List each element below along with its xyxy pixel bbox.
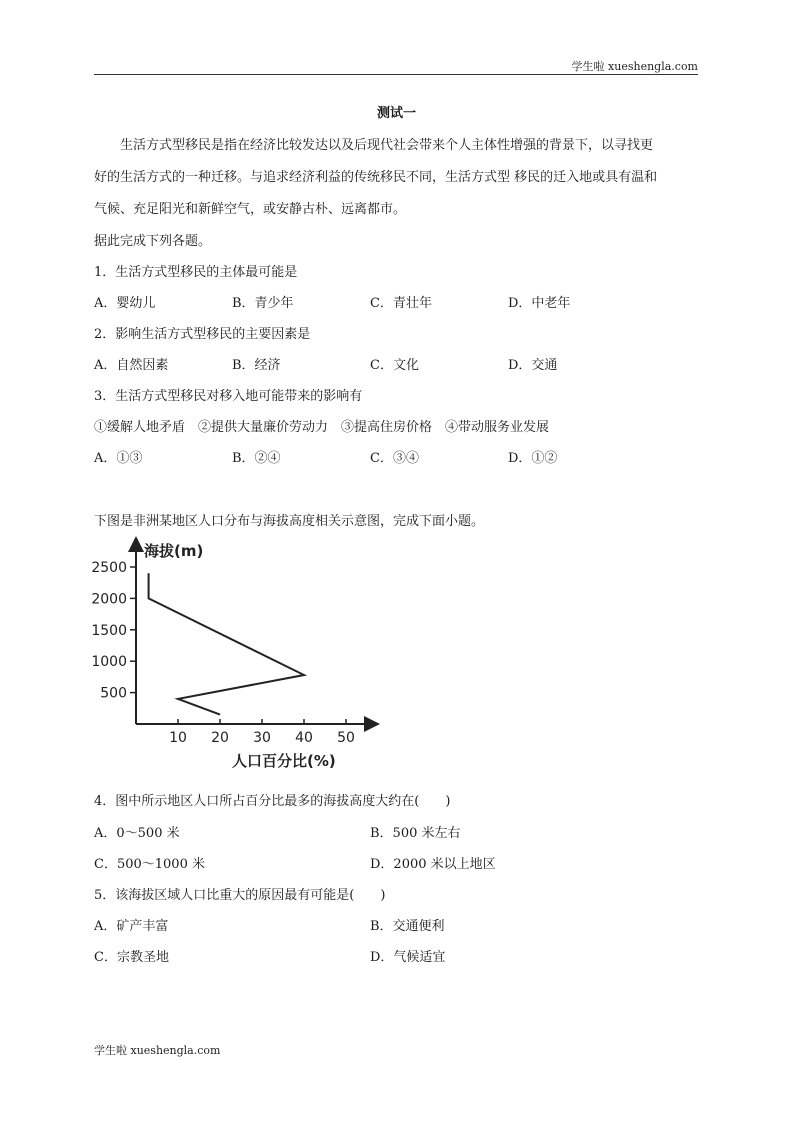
x-axis-label: 人口百分比(%) <box>232 752 336 770</box>
passage-line-1: 生活方式型移民是指在经济比较发达以及后现代社会带来个人主体性增强的背景下，以寻找更 <box>120 138 654 153</box>
x-tick-label: 10 <box>169 730 187 746</box>
passage-instruction: 据此完成下列各题。 <box>94 234 212 249</box>
x-tick-label: 30 <box>253 730 271 746</box>
footer-site-label: 学生啦 xueshengla.com <box>94 1044 221 1057</box>
question-4-option-a[interactable]: A．0～500 米 <box>94 826 180 841</box>
question-3-stem: 3．生活方式型移民对移入地可能带来的影响有 <box>94 389 363 404</box>
question-1-option-d[interactable]: D．中老年 <box>508 296 571 311</box>
y-tick-label: 2000 <box>91 591 127 608</box>
x-tick-label: 50 <box>337 730 355 746</box>
header-site-label: 学生啦 xueshengla.com <box>571 60 698 73</box>
question-5-option-d[interactable]: D．气候适宜 <box>370 950 446 965</box>
question-5-option-a[interactable]: A．矿产丰富 <box>94 919 169 934</box>
question-4-option-c[interactable]: C．500～1000 米 <box>94 857 205 872</box>
question-2-stem: 2．影响生活方式型移民的主要因素是 <box>94 327 311 342</box>
question-5-option-c[interactable]: C．宗教圣地 <box>94 950 169 965</box>
question-3-option-a[interactable]: A．①③ <box>94 451 143 466</box>
question-4-option-d[interactable]: D．2000 米以上地区 <box>370 857 496 872</box>
question-2-option-a[interactable]: A．自然因素 <box>94 358 169 373</box>
question-4-stem: 4．图中所示地区人口所占百分比最多的海拔高度大约在( ) <box>94 794 451 809</box>
question-2-option-b[interactable]: B．经济 <box>232 358 281 373</box>
passage-line-3: 气候、充足阳光和新鲜空气，或安静古朴、远离都市。 <box>94 202 407 217</box>
question-3-option-b[interactable]: B．②④ <box>232 451 281 466</box>
y-tick-label: 1000 <box>91 654 127 671</box>
question-5-option-b[interactable]: B．交通便利 <box>370 919 445 934</box>
question-1-stem: 1．生活方式型移民的主体最可能是 <box>94 265 298 280</box>
passage-line-2: 好的生活方式的一种迁移。与追求经济利益的传统移民不同，生活方式型 移民的迁入地或具有温和 <box>94 170 658 185</box>
figure-intro: 下图是非洲某地区人口分布与海拔高度相关示意图，完成下面小题。 <box>94 514 485 529</box>
question-4-option-b[interactable]: B．500 米左右 <box>370 826 461 841</box>
question-1-option-c[interactable]: C．青壮年 <box>370 296 432 311</box>
y-tick-label: 500 <box>100 685 127 702</box>
question-3-statements: ①缓解人地矛盾 ②提供大量廉价劳动力 ③提高住房价格 ④带动服务业发展 <box>94 420 550 435</box>
question-5-stem: 5．该海拔区域人口比重大的原因最有可能是( ) <box>94 888 386 903</box>
header-divider <box>94 74 698 75</box>
y-tick-label: 2500 <box>91 560 127 576</box>
population-altitude-line <box>149 573 304 714</box>
question-3-option-c[interactable]: C．③④ <box>370 451 419 466</box>
question-3-option-d[interactable]: D．①② <box>508 451 558 466</box>
question-2-option-d[interactable]: D．交通 <box>508 358 558 373</box>
x-tick-label: 20 <box>211 730 229 746</box>
question-1-option-a[interactable]: A．婴幼儿 <box>94 296 156 311</box>
page-title: 测试一 <box>376 106 416 121</box>
y-tick-label: 1500 <box>91 622 127 639</box>
question-1-option-b[interactable]: B．青少年 <box>232 296 294 311</box>
x-tick-label: 40 <box>295 730 313 746</box>
question-2-option-c[interactable]: C．文化 <box>370 358 419 373</box>
population-altitude-chart <box>90 536 390 776</box>
y-axis-label: 海拔(m) <box>144 542 204 560</box>
